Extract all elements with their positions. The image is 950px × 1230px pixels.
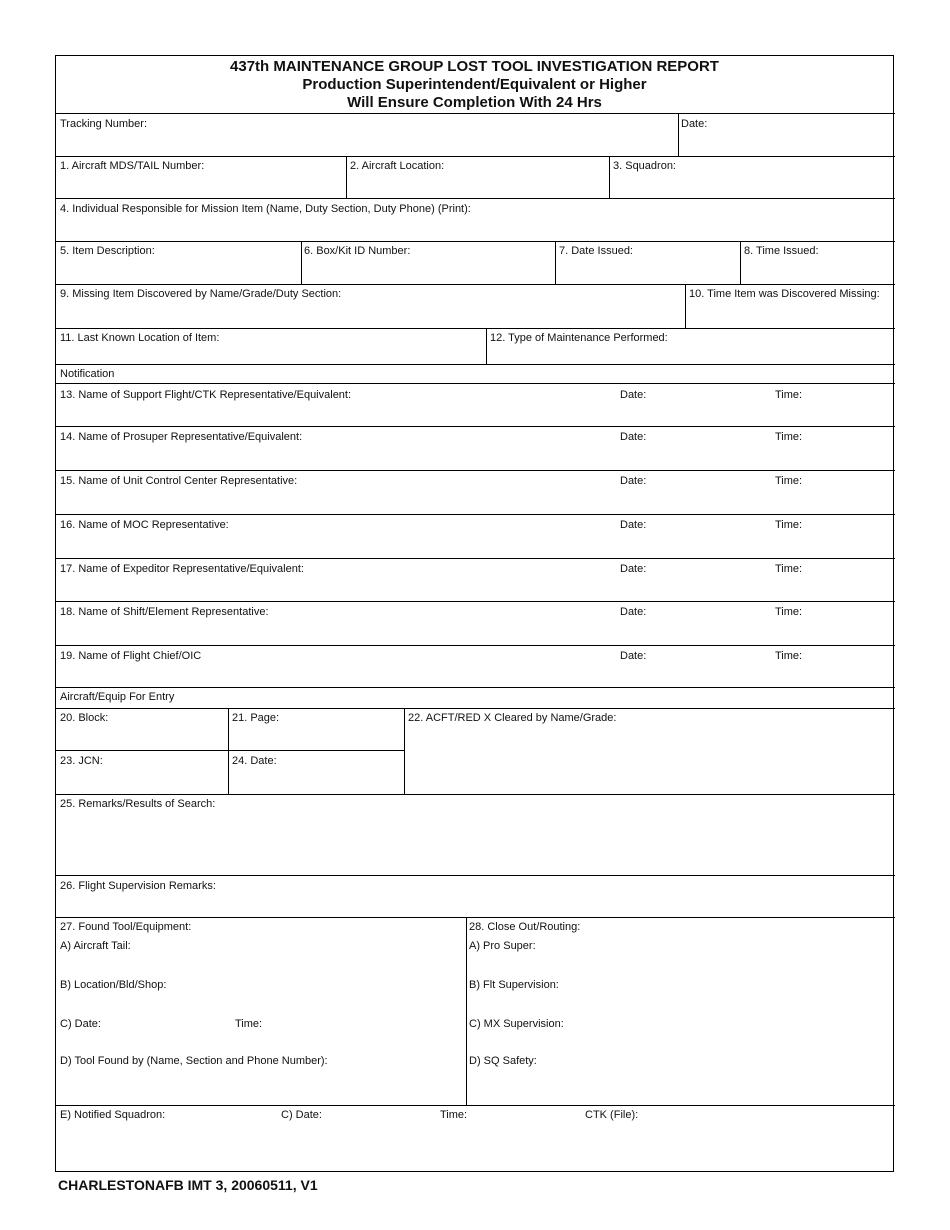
notification-date-label: Date: — [620, 431, 647, 443]
found-time-label: Time: — [235, 1018, 263, 1030]
closeout-title: 28. Close Out/Routing: — [469, 921, 581, 933]
date-issued-label: 7. Date Issued: — [559, 245, 633, 257]
notification-section-label: Notification — [60, 368, 115, 380]
time-discovered-label: 10. Time Item was Discovered Missing: — [689, 288, 880, 300]
entry-date-label: 24. Date: — [232, 755, 277, 767]
rule — [56, 1105, 895, 1106]
notification-time-label: Time: — [775, 431, 803, 443]
divider — [555, 241, 556, 284]
notification-date-label: Date: — [620, 563, 647, 575]
closeout-pro-super-label: A) Pro Super: — [469, 940, 536, 952]
date-label: Date: — [681, 118, 708, 130]
notified-squadron-label: E) Notified Squadron: — [60, 1109, 166, 1121]
divider — [346, 156, 347, 198]
divider — [678, 113, 679, 156]
notification-row-15: 15. Name of Unit Control Center Representative: — [60, 475, 298, 487]
found-location-label: B) Location/Bld/Shop: — [60, 979, 167, 991]
notification-time-label: Time: — [775, 606, 803, 618]
squadron-label: 3. Squadron: — [613, 160, 676, 172]
notification-time-label: Time: — [775, 475, 803, 487]
divider — [740, 241, 741, 284]
lost-tool-form — [55, 55, 894, 1172]
entry-section-label: Aircraft/Equip For Entry — [60, 691, 175, 703]
tracking-number-label: Tracking Number: — [60, 118, 148, 130]
rule — [56, 241, 895, 242]
rule — [56, 470, 895, 471]
divider — [404, 708, 405, 794]
rule — [56, 426, 895, 427]
notification-row-14: 14. Name of Prosuper Representative/Equivalent: — [60, 431, 303, 443]
found-by-label: D) Tool Found by (Name, Section and Phone Number): — [60, 1055, 328, 1067]
closeout-sq-safety-label: D) SQ Safety: — [469, 1055, 537, 1067]
notification-time-label: Time: — [775, 389, 803, 401]
remarks-label: 25. Remarks/Results of Search: — [60, 798, 216, 810]
divider — [301, 241, 302, 284]
found-date-label: C) Date: — [60, 1018, 101, 1030]
notification-date-label: Date: — [620, 650, 647, 662]
rule — [56, 917, 895, 918]
closeout-mx-supervision-label: C) MX Supervision: — [469, 1018, 564, 1030]
rule — [56, 198, 895, 199]
notification-time-label: Time: — [775, 563, 803, 575]
ctk-file-label: CTK (File): — [585, 1109, 639, 1121]
notification-row-19: 19. Name of Flight Chief/OIC — [60, 650, 202, 662]
aircraft-location-label: 2. Aircraft Location: — [350, 160, 445, 172]
rule — [56, 156, 895, 157]
rule — [56, 875, 895, 876]
notification-row-17: 17. Name of Expeditor Representative/Equivalent: — [60, 563, 304, 575]
rule — [56, 708, 895, 709]
notified-time-label: Time: — [440, 1109, 468, 1121]
form-footer-id: CHARLESTONAFB IMT 3, 20060511, V1 — [58, 1177, 318, 1193]
notification-date-label: Date: — [620, 389, 647, 401]
rule — [56, 687, 895, 688]
notification-row-18: 18. Name of Shift/Element Representative: — [60, 606, 269, 618]
time-issued-label: 8. Time Issued: — [744, 245, 819, 257]
notification-date-label: Date: — [620, 475, 647, 487]
rule — [56, 794, 895, 795]
closeout-flt-supervision-label: B) Flt Supervision: — [469, 979, 559, 991]
rule — [56, 383, 895, 384]
divider — [486, 328, 487, 364]
last-known-location-label: 11. Last Known Location of Item: — [60, 332, 220, 344]
notification-time-label: Time: — [775, 519, 803, 531]
form-title: 437th MAINTENANCE GROUP LOST TOOL INVESTIGATION REPORT — [230, 58, 719, 75]
block-label: 20. Block: — [60, 712, 109, 724]
notification-date-label: Date: — [620, 519, 647, 531]
rule — [56, 558, 895, 559]
page-label: 21. Page: — [232, 712, 280, 724]
rule — [56, 113, 895, 114]
divider — [685, 284, 686, 328]
jcn-label: 23. JCN: — [60, 755, 103, 767]
rule — [56, 284, 895, 285]
rule — [56, 514, 895, 515]
box-kit-id-label: 6. Box/Kit ID Number: — [304, 245, 411, 257]
form-subtitle-1: Production Superintendent/Equivalent or Higher — [302, 76, 647, 93]
divider — [466, 917, 467, 1105]
notified-date-label: C) Date: — [281, 1109, 322, 1121]
rule — [56, 601, 895, 602]
red-x-cleared-label: 22. ACFT/RED X Cleared by Name/Grade: — [408, 712, 617, 724]
notification-date-label: Date: — [620, 606, 647, 618]
rule — [56, 364, 895, 365]
found-aircraft-tail-label: A) Aircraft Tail: — [60, 940, 131, 952]
notification-time-label: Time: — [775, 650, 803, 662]
rule — [56, 328, 895, 329]
rule — [56, 750, 404, 751]
individual-responsible-label: 4. Individual Responsible for Mission Item (Name, Duty Section, Duty Phone) (Print): — [60, 203, 471, 215]
found-tool-title: 27. Found Tool/Equipment: — [60, 921, 192, 933]
notification-row-13: 13. Name of Support Flight/CTK Representative/Equivalent: — [60, 389, 352, 401]
item-description-label: 5. Item Description: — [60, 245, 155, 257]
rule — [56, 645, 895, 646]
notification-row-16: 16. Name of MOC Representative: — [60, 519, 229, 531]
form-subtitle-2: Will Ensure Completion With 24 Hrs — [347, 94, 602, 111]
discovered-by-label: 9. Missing Item Discovered by Name/Grade/Duty Section: — [60, 288, 342, 300]
aircraft-mds-label: 1. Aircraft MDS/TAIL Number: — [60, 160, 205, 172]
divider — [609, 156, 610, 198]
maintenance-type-label: 12. Type of Maintenance Performed: — [490, 332, 668, 344]
flight-supervision-remarks-label: 26. Flight Supervision Remarks: — [60, 880, 216, 892]
divider — [228, 708, 229, 794]
